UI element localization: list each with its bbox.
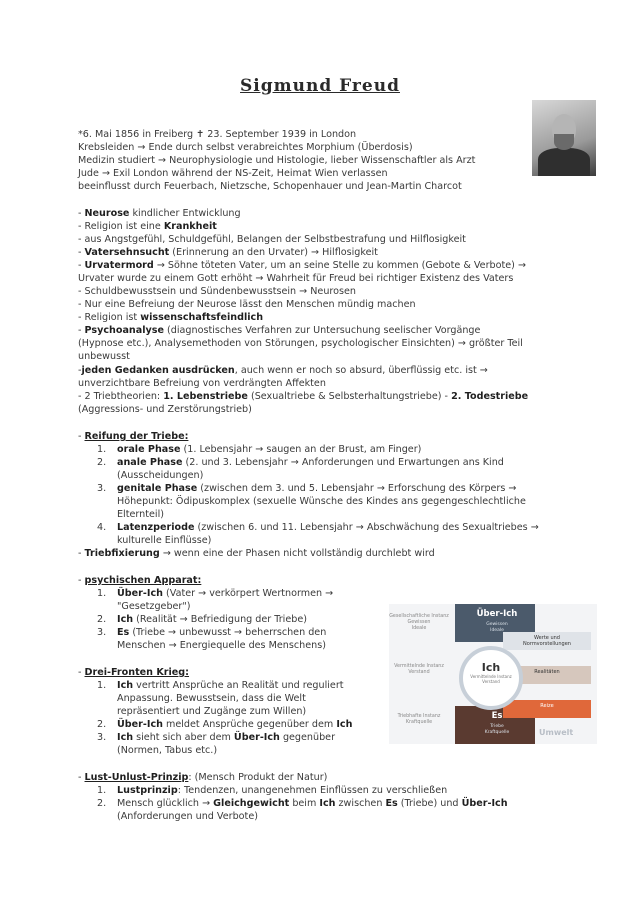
- list-number: 3.: [97, 627, 107, 638]
- list-number: 3.: [97, 732, 107, 743]
- diagram-left-label: Gesellschaftliche Instanz Gewissen Ideale: [389, 614, 449, 631]
- list-item-cont: repräsentiert und Zugänge zum Willen): [117, 706, 307, 717]
- diagram-ich-sub: Vermittelnde Instanz Verstand: [470, 674, 512, 684]
- point-befreiung: - Nur eine Befreiung der Neurose lässt den Menschen mündig machen: [78, 299, 416, 310]
- point-neurose: - Neurose kindlicher Entwicklung: [78, 208, 241, 219]
- list-item-cont: Anpassung. Bewusstsein, dass die Welt: [117, 693, 306, 704]
- list-item: Lustprinzip: Tendenzen, unangenehmen Einflüssen zu verschließen: [117, 785, 448, 796]
- list-item-cont: Menschen → Energiequelle des Menschens): [117, 640, 326, 651]
- freud-portrait: [532, 100, 596, 176]
- list-item: genitale Phase (zwischen dem 3. und 5. Lebensjahr → Erforschung des Körpers →: [117, 483, 517, 494]
- diagram-left-label: Vermittelnde Instanz Verstand: [394, 664, 444, 675]
- section-heading-fronten: - Drei-Fronten Krieg:: [78, 667, 190, 678]
- list-number: 1.: [97, 444, 107, 455]
- point-urvatermord: - Urvatermord → Söhne töteten Vater, um an seine Stelle zu kommen (Gebote & Verbote) →: [78, 260, 526, 271]
- page-title: Sigmund Freud: [240, 76, 400, 96]
- bio-line: Jude → Exil London während der NS-Zeit, Heimat Wien verlassen: [78, 168, 388, 179]
- portrait-coat: [538, 148, 590, 176]
- bio-line: *6. Mai 1856 in Freiberg ✝ 23. September 1939 in London: [78, 129, 357, 140]
- list-number: 4.: [97, 522, 107, 533]
- bio-line: Krebsleiden → Ende durch selbst verabreichtes Morphium (Überdosis): [78, 142, 413, 153]
- point-triebfixierung: - Triebfixierung → wenn eine der Phasen nicht vollständig durchlebt wird: [78, 548, 435, 559]
- diagram-box-werte: Werte und Normvorstellungen: [503, 632, 591, 650]
- diagram-ich-label: Ich: [481, 661, 501, 674]
- list-item: Mensch glücklich → Gleichgewicht beim Ich zwischen Es (Triebe) und Über-Ich: [117, 798, 508, 809]
- point-angst: - aus Angstgefühl, Schuldgefühl, Belangen der Selbstbestrafung und Hilflosigkeit: [78, 234, 466, 245]
- bio-line: Medizin studiert → Neurophysiologie und Histologie, lieber Wissenschaftler als Arzt: [78, 155, 476, 166]
- diagram-ich-circle: [459, 646, 523, 710]
- list-item-cont: (Anforderungen und Verbote): [117, 811, 258, 822]
- list-number: 2.: [97, 614, 107, 625]
- point-schuld: - Schuldbewusstsein und Sündenbewusstsein → Neurosen: [78, 286, 356, 297]
- list-item: Über-Ich meldet Ansprüche gegenüber dem Ich: [117, 719, 353, 730]
- list-item: Ich (Realität → Befriedigung der Triebe): [117, 614, 307, 625]
- list-number: 1.: [97, 785, 107, 796]
- point-gedanken: -jeden Gedanken ausdrücken, auch wenn er noch so absurd, überflüssig etc. ist →: [78, 365, 488, 376]
- diagram-es-sub: Triebe Kraftquelle: [484, 724, 510, 735]
- list-item: Ich sieht sich aber dem Über-Ich gegenüber: [117, 732, 336, 743]
- portrait-beard: [554, 134, 574, 150]
- list-number: 1.: [97, 680, 107, 691]
- point-psychoanalyse-cont: (Hypnose etc.), Analysemethoden von Störungen, psychologischer Einsichten) → größter Teil: [78, 338, 523, 349]
- diagram-umwelt-label: Umwelt: [539, 728, 574, 737]
- diagram-left-label: Triebhafte Instanz Kraftquelle: [397, 714, 441, 725]
- list-item: Latenzperiode (zwischen 6. und 11. Lebensjahr → Abschwächung des Sexualtriebes →: [117, 522, 539, 533]
- list-item-cont: kulturelle Einflüsse): [117, 535, 212, 546]
- list-item-cont: (Ausscheidungen): [117, 470, 204, 481]
- point-triebtheorien-cont: (Aggressions- und Zerstörungstrieb): [78, 404, 252, 415]
- point-psychoanalyse: - Psychoanalyse (diagnostisches Verfahren zur Untersuchung seelischer Vorgänge: [78, 325, 481, 336]
- psyche-diagram: [389, 604, 597, 744]
- list-item: Ich vertritt Ansprüche an Realität und reguliert: [117, 680, 344, 691]
- diagram-box-reize: Reize: [503, 700, 591, 718]
- point-psychoanalyse-cont: unbewusst: [78, 351, 130, 362]
- point-krankheit: - Religion ist eine Krankheit: [78, 221, 217, 232]
- list-item-cont: "Gesetzgeber"): [117, 601, 191, 612]
- diagram-box-realitaeten: Realitäten: [503, 666, 591, 684]
- list-item: Es (Triebe → unbewusst → beherrschen den: [117, 627, 327, 638]
- diagram-ueberich-label: Über-Ich: [476, 609, 518, 619]
- diagram-ueberich-sub: Gewissen Ideale: [486, 622, 508, 633]
- section-heading-lust: - Lust-Unlust-Prinzip: (Mensch Produkt der Natur): [78, 772, 328, 783]
- point-triebtheorien: - 2 Triebtheorien: 1. Lebenstriebe (Sexualtriebe & Selbsterhaltungstriebe) - 2. Todestriebe: [78, 391, 529, 402]
- point-vatersehnsucht: - Vatersehnsucht (Erinnerung an den Urvater) → Hilflosigkeit: [78, 247, 378, 258]
- list-number: 3.: [97, 483, 107, 494]
- list-item: anale Phase (2. und 3. Lebensjahr → Anforderungen und Erwartungen ans Kind: [117, 457, 504, 468]
- list-number: 2.: [97, 457, 107, 468]
- section-heading-apparat: - psychischen Apparat:: [78, 575, 202, 586]
- list-number: 1.: [97, 588, 107, 599]
- list-item-cont: Elternteil): [117, 509, 164, 520]
- diagram-es-label: Es: [491, 711, 503, 721]
- point-gedanken-cont: unverzichtbare Befreiung von verdrängten Affekten: [78, 378, 326, 389]
- list-number: 2.: [97, 719, 107, 730]
- section-heading-triebe: - Reifung der Triebe:: [78, 431, 189, 442]
- point-urvater-gott: Urvater wurde zu einem Gott erhöht → Wahrheit für Freud bei richtiger Existenz des Vaters: [78, 273, 514, 284]
- list-item-cont: Höhepunkt: Ödipuskomplex (sexuelle Wünsche des Kindes ans gegengeschlechtliche: [117, 496, 526, 507]
- point-wissenschaft: - Religion ist wissenschaftsfeindlich: [78, 312, 264, 323]
- list-number: 2.: [97, 798, 107, 809]
- list-item: Über-Ich (Vater → verkörpert Wertnormen →: [117, 588, 334, 599]
- list-item: orale Phase (1. Lebensjahr → saugen an der Brust, am Finger): [117, 444, 422, 455]
- bio-line: beeinflusst durch Feuerbach, Nietzsche, Schopenhauer und Jean-Martin Charcot: [78, 181, 462, 192]
- list-item-cont: (Normen, Tabus etc.): [117, 745, 218, 756]
